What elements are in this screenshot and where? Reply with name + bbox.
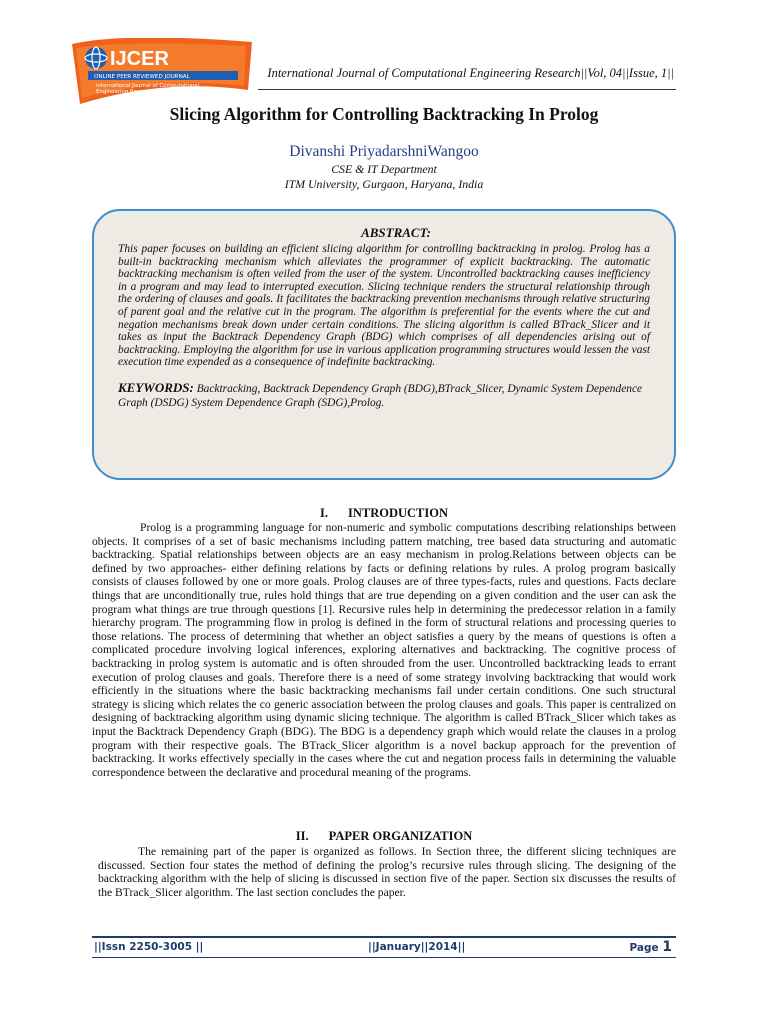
footer-date: ||January||2014|| [368,941,466,953]
footer-page-number: 1 [662,939,672,955]
university: ITM University, Gurgaon, Haryana, India [284,176,484,191]
section-heading-paper-organization [0,829,768,844]
footer-issn: ||Issn 2250-3005 || [94,941,204,953]
footer-page [629,939,672,955]
journal-citation: International Journal of Computational Engineering Research||Vol, 04||Issue, 1|| [267,66,674,80]
logo-tagline: ONLINE PEER REVIEWED JOURNAL [94,74,190,80]
paper-organization-paragraph: The remaining part of the paper is organized as follows. In Section three, the different slicing techniques are discussed. Section four states the method of defining the prolog’s recursive rules through slicing. The designing of the backtracking algorithm with the help of slicing is discussed in section five of the paper. Section six discusses the results of the BTrack_Slicer algorithm. The last section concludes the paper. [98,845,676,899]
logo-subtitle-line2: Engineering Research [96,89,155,95]
department: CSE & IT Department [331,162,437,176]
section-title: PAPER ORGANIZATION [328,829,473,843]
abstract-box [92,209,676,480]
footer-page-label: Page [629,942,659,954]
section-heading-introduction [0,506,768,521]
introduction-paragraph: Prolog is a programming language for non-numeric and symbolic computations describing relationships between objects. It comprises of a set of basic mechanisms including pattern matching, tree based data structuring and automatic backtracking. Spatial relationships between objects are an easy mechanism in prolog.Relations between objects can be defined by two approaches- either defining relations by facts or defining relations by rules. A prolog program basically consists of clauses followed by one or more goals. Prolog clauses are of three types-facts, rules and questions. Facts declare things that are unconditionally true, rules hold things that are true depending on a given condition and the user can ask the program what things are true through questions [1]. Recursive rules help in determining the predecessor relation in a family hierarchy program. The programming flow in prolog is defined in the form of structural relations and processing queries to those relations. The process of determining that whether an object satisfies a query by the means of questions is often a complicated procedure involving logical inferences, exploring alternatives and backtracking. The cognitive process of backtracking in prolog system is automatic and is often shrouded from the user. Uncontrolled backtracking leads to errant execution of prolog clauses and goals. Therefore there is a need of some strategy involving backtracking that would work efficiently in the situations where the basic backtracking mechanisms fail under certain conditions. One such structural strategy is slicing which relates the co generic association between the prolog clauses and goals. This paper is centralized on designing of backtracking algorithm using dynamic slicing technique. The algorithm is called BTrack_Slicer which takes as input the Backtrack Dependency Graph (BDG). The BDG is a dependency graph which would relate the clauses in a prolog program with their respective goals. The BTrack_Slicer algorithm is a novel backup approach for the prevention of backtracking. It works effectively specially in the cases where the cut and negation process fails in determining the valuable correspondence between the declarative and procedural meaning of the programs. [92,521,676,779]
keywords [118,381,650,410]
keywords-label: KEYWORDS: [118,379,194,395]
paper-title: Slicing Algorithm for Controlling Backtracking In Prolog [169,104,599,124]
affiliation [0,162,768,191]
logo-name: IJCER [110,48,169,70]
abstract-text: This paper focuses on building an efficient slicing algorithm for controlling backtracking in prolog. Prolog has a built-in backtracking mechanism which alleviates the programmer of explicit backtracking. The automatic backtracking mechanism is often veiled from the user of the system. Uncontrolled backtracking causes inefficiency in a program and may lead to interrupted execution. Slicing technique renders the structural relationship through the ordering of clauses and goals. It facilitates the backtracking prevention mechanisms through relative structuring of parent goal and the relative cut in the program. The algorithm is preferential for the events where the cut and negation mechanisms break down under certain conditions. The slicing algorithm is called BTrack_Slicer and it takes as input the Backtrack Dependency Graph (BDG) which comprises of all dependencies arising out of backtracking. Employing the algorithm for use in various application programming structures would lessen the vast execution time expended as a consequence of indefinite backtracking. [118,243,650,369]
section-title: INTRODUCTION [347,506,448,520]
logo-subtitle-line1: International Journal of Computational [96,83,200,89]
section-number: II. [295,829,309,843]
abstract-heading: ABSTRACT: [361,225,431,240]
ijcer-logo [66,38,256,110]
author-name: Divanshi PriyadarshniWangoo [289,143,479,160]
header-rule [258,89,676,90]
keywords-text: Backtracking, Backtrack Dependency Graph (BDG),BTrack_Slicer, Dynamic System Dependence Graph (DSDG) System Dependence Graph (SDG),Prolog. [118,382,643,409]
section-number: I. [319,506,328,520]
page-footer [92,936,676,958]
